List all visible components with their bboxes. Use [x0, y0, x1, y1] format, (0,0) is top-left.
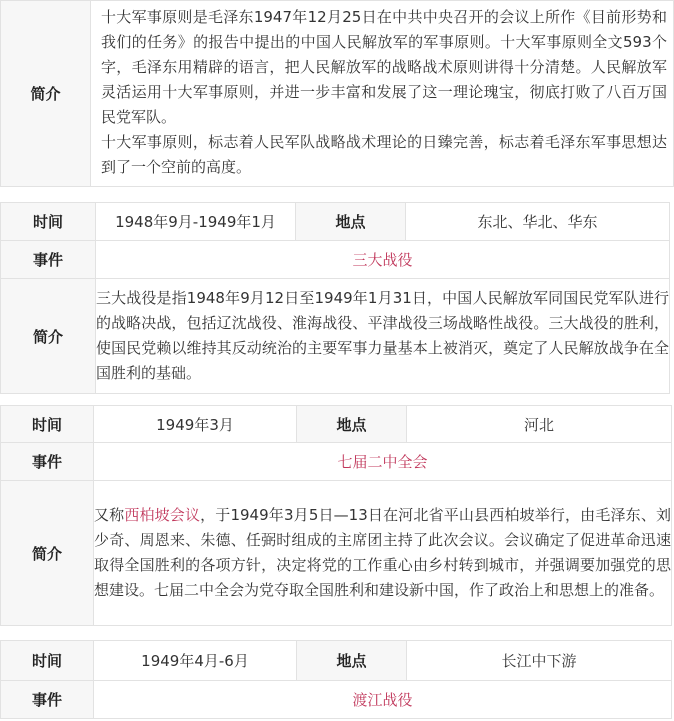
- intro-rest: ，于1949年3月5日—13日在河北省平山县西柏坡举行，由毛泽东、刘少奇、周恩来、朱德、任弼时组成的主席团主持了此次会议。会议确定了促进革命迅速取得全国胜利的各项方针，决定将党的工作重心由乡村转到城市，并强调要加强党的思想建设。七届二中全会为党夺取全国胜利和建设新中国，作了政治上和思想上的准备。: [94, 506, 671, 599]
- intro-label: 简介: [1, 1, 91, 187]
- entry-second-plenum: [0, 405, 672, 626]
- event-label: 事件: [1, 681, 94, 719]
- intro-paragraph-2: 十大军事原则，标志着人民军队战略战术理论的日臻完善，标志着毛泽东军事思想达到了一个空前的高度。: [101, 133, 667, 176]
- place-label: 地点: [297, 641, 407, 681]
- time-value: 1948年9月-1949年1月: [96, 203, 296, 241]
- intro-text: [94, 481, 672, 626]
- event-value: 渡江战役: [94, 681, 672, 719]
- intro-paragraph-1: 十大军事原则是毛泽东1947年12月25日在中共中央召开的会议上所作《目前形势和我们的任务》的报告中提出的中国人民解放军的军事原则。十大军事原则全文593个字，毛泽东用精辟的语言，把人民解放军的战略战术原则讲得十分清楚。人民解放军灵活运用十大军事原则，并进一步丰富和发展了这一理论瑰宝，彻底打败了八百万国民党军队。: [101, 8, 667, 126]
- event-value: 三大战役: [96, 241, 670, 279]
- time-label: 时间: [1, 203, 96, 241]
- intro-text: [91, 1, 674, 187]
- place-value: 东北、华北、华东: [406, 203, 670, 241]
- place-value: 河北: [407, 406, 672, 443]
- event-label: 事件: [1, 241, 96, 279]
- place-label: 地点: [296, 203, 406, 241]
- intro-label: 简介: [1, 481, 94, 626]
- time-value: 1949年4月-6月: [94, 641, 297, 681]
- place-value: 长江中下游: [407, 641, 672, 681]
- intro-text: 三大战役是指1948年9月12日至1949年1月31日，中国人民解放军同国民党军队进行的战略决战，包括辽沈战役、淮海战役、平津战役三场战略性战役。三大战役的胜利，使国民党赖以维持其反动统治的主要军事力量基本上被消灭，奠定了人民解放战争在全国胜利的基础。: [96, 279, 670, 394]
- time-label: 时间: [1, 641, 94, 681]
- time-value: 1949年3月: [94, 406, 297, 443]
- entry-three-campaigns: [0, 202, 670, 394]
- event-label: 事件: [1, 443, 94, 481]
- entry-ten-military-principles: [0, 0, 674, 187]
- place-label: 地点: [297, 406, 407, 443]
- intro-prefix: 又称: [94, 506, 125, 524]
- xibaipo-highlight: 西柏坡会议: [124, 506, 201, 524]
- event-value: 七届二中全会: [94, 443, 672, 481]
- entry-river-crossing: [0, 640, 672, 719]
- intro-label: 简介: [1, 279, 96, 394]
- time-label: 时间: [1, 406, 94, 443]
